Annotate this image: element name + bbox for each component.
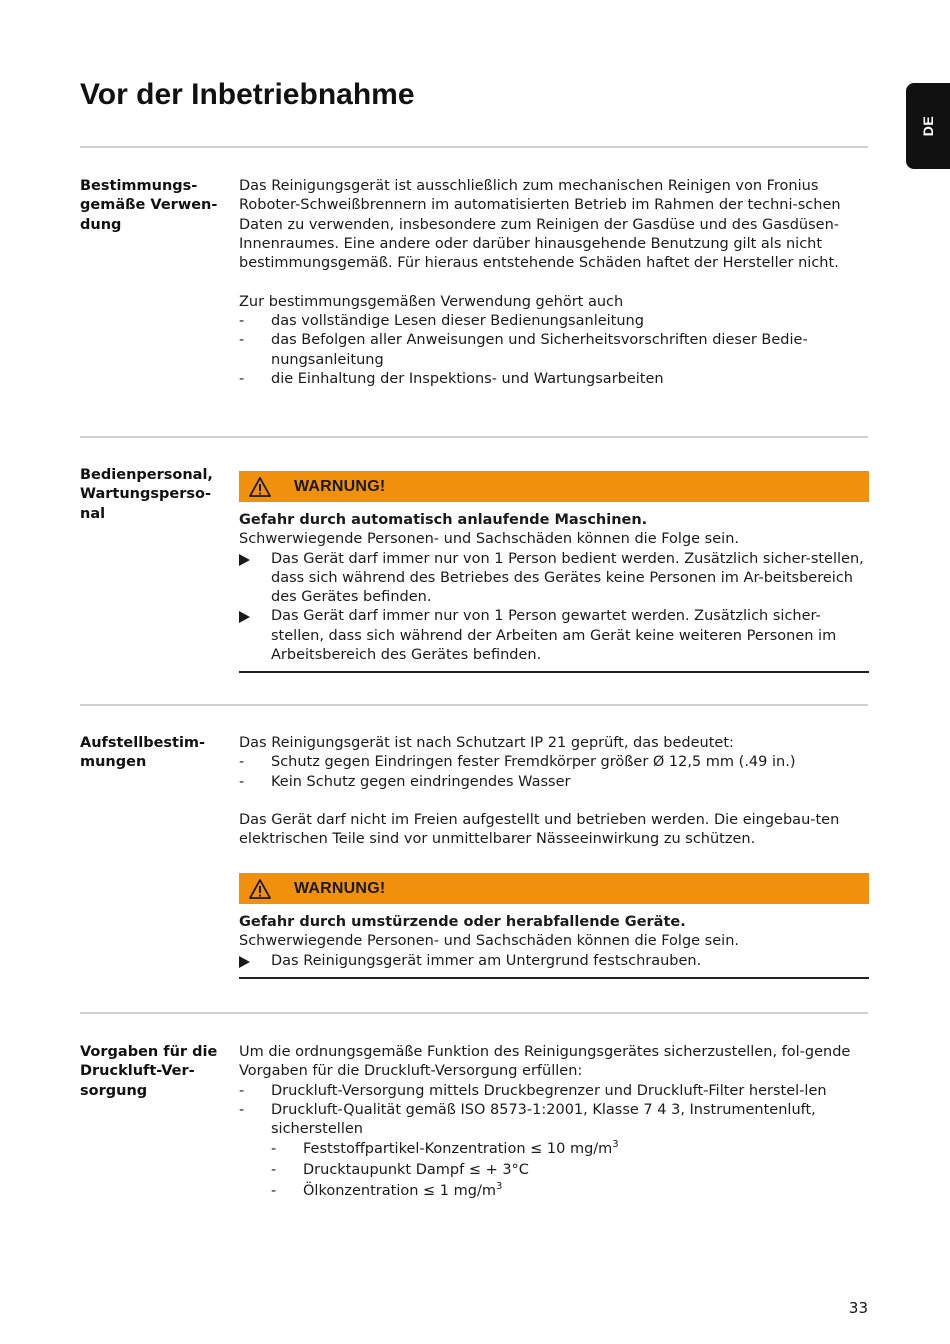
dash-list (239, 753, 869, 792)
warning-box-personnel (239, 471, 869, 673)
section-divider (80, 704, 868, 706)
list-item: - Kein Schutz gegen eindringendes Wasser (239, 773, 571, 790)
language-tab-label: DE (920, 115, 936, 137)
warning-box-installation (239, 873, 869, 979)
section-divider (80, 1012, 868, 1014)
warning-title: Gefahr durch umstürzende oder herabfallende Geräte. (239, 914, 686, 930)
list-item: - Druckluft-Versorgung mittels Druckbegrenzer und Druckluft-Filter herstel-len (239, 1082, 827, 1099)
arrow-icon (239, 611, 250, 623)
action-list (239, 550, 869, 666)
sub-list-item: - Drucktaupunkt Dampf ≤ + 3°C (271, 1162, 529, 1179)
warning-text: Schwerwiegende Personen- und Sachschäden können die Folge sein. (239, 933, 739, 950)
list-item: Das Gerät darf immer nur von 1 Person gewartet werden. Zusätzlich sicher-stellen, dass sich während der Arbeiten am Gerät keine weiteren Personen im Arbeitsbereich des Gerätes befinden. (239, 607, 869, 665)
warning-text: Schwerwiegende Personen- und Sachschäden können die Folge sein. (239, 531, 739, 548)
paragraph: Das Reinigungsgerät ist nach Schutzart IP 21 geprüft, das bedeutet: (239, 735, 734, 751)
list-item: - Schutz gegen Eindringen fester Fremdkörper größer Ø 12,5 mm (.49 in.) (239, 754, 796, 771)
section-label-personnel: Bedienpersonal, Wartungsperso- nal (80, 467, 213, 522)
paragraph: Das Reinigungsgerät ist ausschließlich zum mechanischen Reinigen von Fronius Roboter-Schweißbrennern im automatisierten Betrieb im Rahmen der techni-schen Daten zu verwenden, insbesondere zum Reinigen der Gasdüse und des Gasdüsen-Innenraumes. Eine andere oder darüber hinausgehende Benutzung gilt als nicht bestimmungsgemäß. Für hieraus entstehende Schäden haftet der Hersteller nicht. (239, 178, 841, 272)
warning-bar (239, 471, 869, 502)
section-body-installation (239, 734, 869, 850)
section-divider (80, 436, 868, 438)
section-body-intended-use (239, 177, 869, 389)
action-list (239, 952, 869, 971)
list-item: - das Befolgen aller Anweisungen und Sicherheitsvorschriften dieser Bedie-nungsanleitung (239, 332, 808, 368)
arrow-icon (239, 554, 250, 566)
dash-list (239, 312, 869, 389)
warning-triangle-icon (249, 879, 271, 899)
dash-list (239, 1082, 869, 1140)
list-item: - das vollständige Lesen dieser Bedienungsanleitung (239, 313, 644, 330)
warning-triangle-icon (249, 477, 271, 497)
section-label-installation: Aufstellbestim- mungen (80, 735, 206, 771)
list-item: Das Gerät darf immer nur von 1 Person bedient werden. Zusätzlich sicher-stellen, dass sich während des Betriebes des Gerätes keine Personen im Ar-beitsbereich des Gerätes befinden. (239, 550, 869, 608)
section-body-compressed-air (239, 1043, 869, 1202)
list-item: - die Einhaltung der Inspektions- und Wartungsarbeiten (239, 370, 664, 387)
warning-title: Gefahr durch automatisch anlaufende Maschinen. (239, 512, 648, 528)
sub-list (239, 1139, 869, 1202)
sub-list-item: - Ölkonzentration ≤ 1 $mg/m^3$ (271, 1181, 503, 1200)
paragraph: Das Gerät darf nicht im Freien aufgestellt und betrieben werden. Die eingebau-ten elektrischen Teile sind vor unmittelbarer Nässeeinwirkung zu schützen. (239, 812, 840, 848)
paragraph: Um die ordnungsgemäße Funktion des Reinigungsgerätes sicherzustellen, fol-gende Vorgaben für die Druckluft-Versorgung erfüllen: (239, 1044, 851, 1080)
warning-bar (239, 873, 869, 904)
warning-label: WARNUNG! (294, 477, 386, 495)
list-item: - Druckluft-Qualität gemäß ISO 8573-1:2001, Klasse 7 4 3, Instrumentenluft, sicherstellen (239, 1101, 816, 1138)
page-number: 33 (848, 1299, 868, 1317)
language-tab (906, 83, 950, 169)
arrow-icon (239, 956, 250, 968)
section-label-compressed-air: Vorgaben für die Druckluft-Ver- sorgung (80, 1044, 218, 1099)
page-title: Vor der Inbetriebnahme (80, 78, 415, 111)
warning-label: WARNUNG! (294, 879, 386, 897)
section-label-intended-use: Bestimmungs- gemäße Verwen- dung (80, 178, 218, 233)
section-divider (80, 146, 868, 148)
paragraph: Zur bestimmungsgemäßen Verwendung gehört auch (239, 293, 624, 310)
list-item: Das Reinigungsgerät immer am Untergrund festschrauben. (239, 952, 869, 971)
sub-list-item: - Feststoffpartikel-Konzentration ≤ 10 $mg/m^3$ (271, 1139, 619, 1158)
